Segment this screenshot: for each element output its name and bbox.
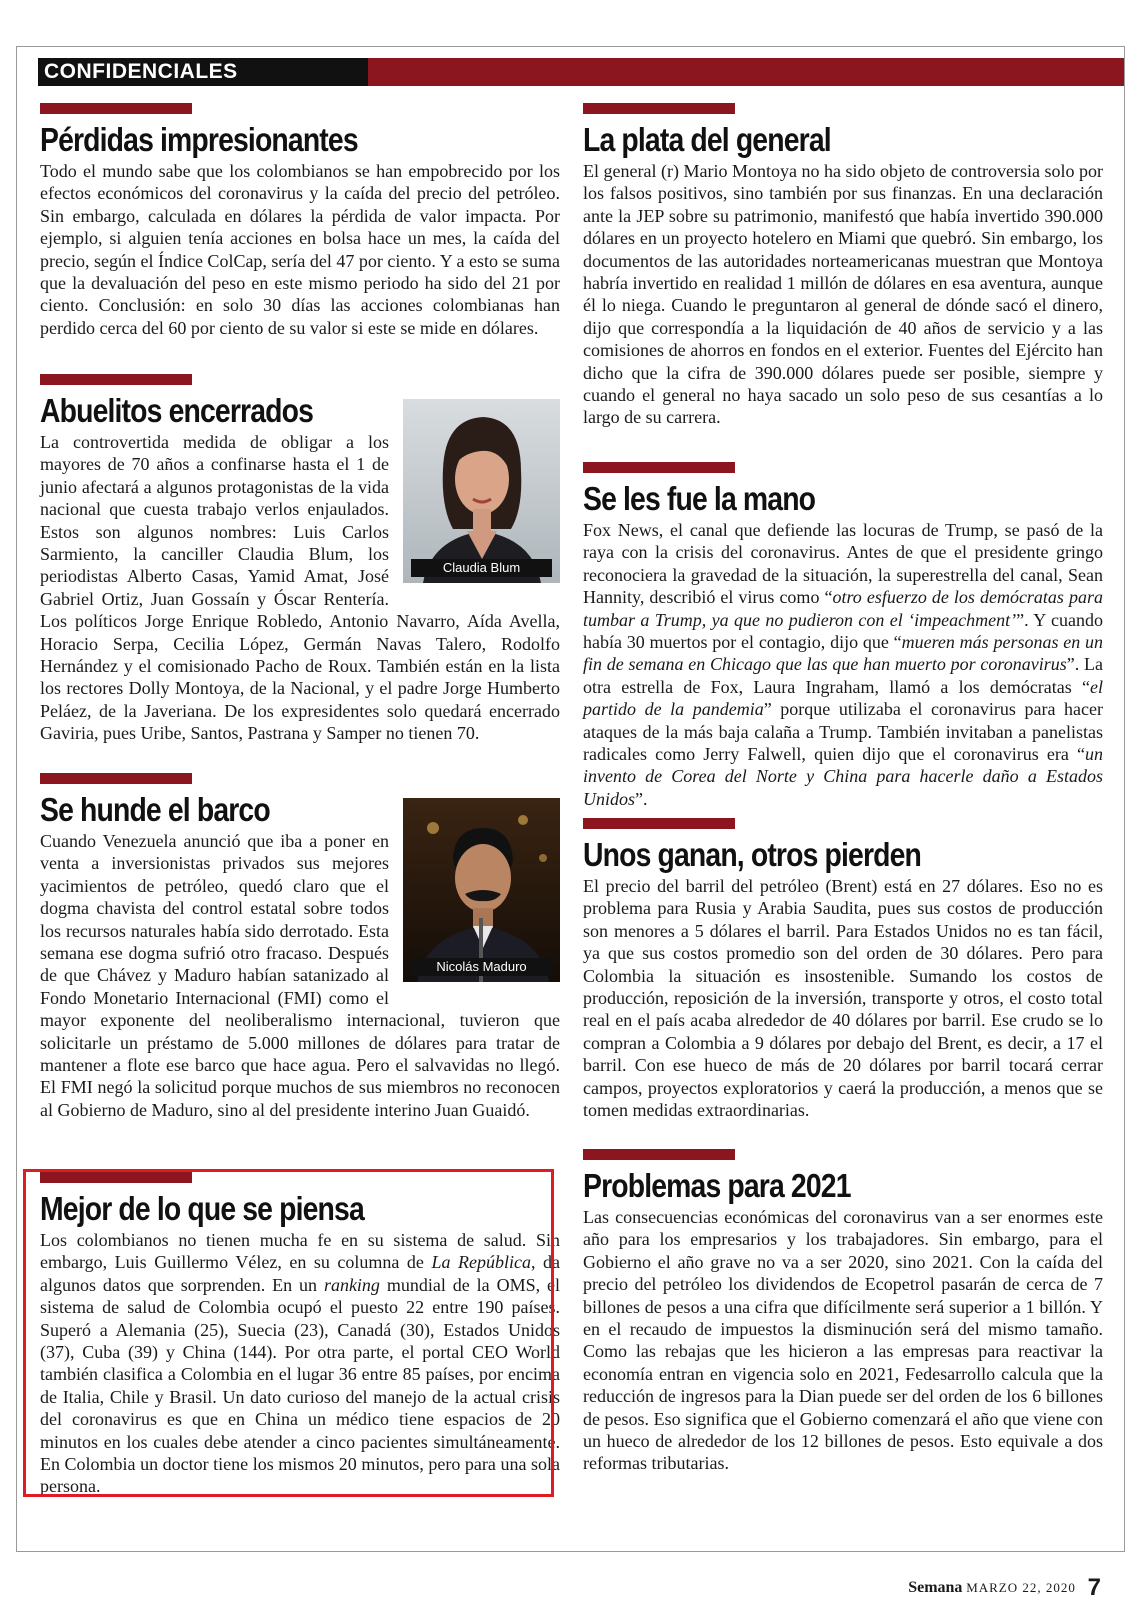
article-title: Se hunde el barco <box>40 791 270 828</box>
article-body <box>583 519 1103 810</box>
article-body: La controvertida medida de obligar a los mayores de 70 años a confinarse hasta el 1 de junio afectará a algunos protagonistas de la vida nacional que cuesta trabajo verlos enjaulados. Estos son algunos nombres: Luis Carlos Sarmiento, la canciller Claudia Blum, los periodistas Alberto Casas, Yamid Amat, José Gabriel Ortiz, Juan Gossaín y Óscar Rentería. Los políticos Jorge Enrique Robledo, Antonio Navarro, Aída Avella, Horacio Serpa, Cecilia López, Germán Navas Talero, Rodolfo Hernández y el comisionado Pacho de Roux. También están en la lista los rectores Dolly Montoya, de la Nacional, y el padre Jorge Humberto Peláez, de la Javeriana. De los expresidentes solo quedará encerrado Gaviria, pues Uribe, Santos, Pastrana y Samper no tienen 70. <box>40 432 560 744</box>
photo-caption: Nicolás Maduro <box>411 958 552 976</box>
article-title: Problemas para 2021 <box>583 1167 851 1204</box>
photo-caption: Claudia Blum <box>411 559 552 577</box>
article-title: Abuelitos encerrados <box>40 392 313 429</box>
article-body: Todo el mundo sabe que los colombianos se han empobrecido por los efectos económicos del coronavirus y la caída del precio del petróleo. Sin embargo, calculada en dólares la pérdida de valor impacta. Por ejemplo, si alguien tenía acciones en bolsa hace un mes, la caída del precio, según el Índice ColCap, sería del 47 por ciento. Y a esto se suma que la devaluación del peso en este mismo periodo ha sido del 21 por ciento. Conclusión: en solo 30 días las acciones colombianas han perdido cerca del 60 por ciento de su valor si este se mide en dólares. <box>40 161 561 338</box>
article-problemas <box>583 1149 1103 1475</box>
body-italic: el partido de la pandemia <box>583 676 1103 720</box>
article-mano <box>583 462 1103 810</box>
body-text: Fox News, el canal que defiende las locuras de Trump, se pasó de la raya con la crisis del coronavirus. Antes de que el presidente gringo reconociera la gravedad de la situación, la superestrella del canal, Sean Hannity, describió el virus como “ <box>583 520 1103 608</box>
article-accent-bar <box>583 818 735 829</box>
article-title: Se les fue la mano <box>583 480 816 517</box>
section-label: CONFIDENCIALES <box>38 58 368 86</box>
article-accent-bar <box>40 103 192 114</box>
section-header-bar <box>38 58 1124 86</box>
highlight-box <box>23 1169 554 1497</box>
body-text: ”. La otra estrella de Fox, Laura Ingraham, llamó a los demócratas “ <box>583 654 1103 697</box>
article-perdidas <box>40 103 560 339</box>
body-text: ”. Y cuando había 30 muertos por el contagio, dijo que “ <box>583 609 1103 653</box>
article-barco <box>40 773 560 1121</box>
body-text: , da algunos datos que sorprenden. En un <box>40 1252 560 1295</box>
article-body: El precio del barril del petróleo (Brent) está en 27 dólares. Eso no es problema para Rusia y Arabia Saudita, pues sus costos de producción son menores a 5 dólares el barril. Para Estados Unidos no es tan fácil, ya que sus costos promedio son del orden de 30 dólares. Pero para Colombia la situación es insostenible. Sumando los costos de producción, reposición de la inversión, transporte y otros, el costo total real en el país acaba alrededor de 40 dólares por barril. Ese crudo se lo compran a Colombia a 9 dólares por debajo del Brent, es decir, a 17 el barril. Con ese hueco de más de 20 dólares por barril tocará cerrar campos, proyectos exploratorios y caerá la producción, a menos que se tomen medidas extraordinarias. <box>583 876 1103 1121</box>
photo-nicolas-maduro <box>403 798 560 982</box>
article-accent-bar <box>40 374 192 385</box>
article-unos <box>583 818 1103 1121</box>
article-accent-bar <box>40 773 192 784</box>
body-text: ” porque utilizaba el coronavirus para hacer ataques de la más baja calaña a Trump. También invitaban a panelistas radicales como Jerry Falwell, quien dijo que el coronavirus era “ <box>583 699 1103 765</box>
portrait-image <box>403 399 560 583</box>
article-title: La plata del general <box>583 121 831 158</box>
body-text: ”. <box>635 788 648 809</box>
magazine-name: Semana <box>908 1579 963 1596</box>
article-body: Las consecuencias económicas del coronavirus van a ser enormes este año para los empresarios y los trabajadores. Sin embargo, para el Gobierno el año grave no va a ser 2020, sino 2021. Con la caída del precio del petróleo los dividendos de Ecopetrol pasarán de cerca de 7 billones de pesos a una cifra que difícilmente será superior a 1 billón. Y en el recaudo de impuestos la disminución será del mismo tamaño. Como las rebajas que les hicieron a las empresas para reactivar la economía entran en vigencia solo en 2021, Fedesarrollo calcula que la reducción de ingresos para la Dian puede ser del orden de los 6 billones de pesos. Eso significa que el Gobierno comenzará el año que viene con un hueco de alrededor de los 12 billones de pesos. Esto equivale a dos reformas tributarias. <box>583 1207 1103 1474</box>
body-text: Los colombianos no tienen mucha fe en su sistema de salud. Sin embargo, Luis Guillermo Vélez, en su columna de <box>40 1230 560 1273</box>
body-italic: La República <box>431 1252 531 1273</box>
body-italic: mueren más personas en un fin de semana en Chicago que las que han muerto por coronavirus <box>583 632 1103 675</box>
body-text: mundial de la OMS, el sistema de salud de Colombia ocupó el puesto 22 entre 190 países. Superó a Alemania (25), Suecia (23), Canadá (30), Estados Unidos (37), Cuba (39) y China (144). Por otra parte, el portal CEO World también clasifica a Colombia en el lugar 36 entre 85 países, por encima de Italia, Chile y Brasil. Un dato curioso del manejo de la actual crisis del coronavirus es que en China un médico tiene espacios de 20 minutos en los cuales debe atender a cinco pacientes simultáneamente. En Colombia un doctor tiene los mismos 20 minutos, pero para una sola persona. <box>40 1274 560 1497</box>
body-italic: otro esfuerzo de los demócratas para tumbar a Trump, ya que no pudieron con el ‘impeachment’ <box>583 587 1103 630</box>
article-title: Pérdidas impresionantes <box>40 121 358 158</box>
article-accent-bar <box>583 103 735 114</box>
portrait-image <box>403 798 560 982</box>
article-title: Mejor de lo que se piensa <box>40 1190 364 1227</box>
issue-date: MARZO 22, 2020 <box>966 1580 1076 1595</box>
article-plata <box>583 103 1103 429</box>
article-abuelitos <box>40 374 560 745</box>
body-italic: un invento de Corea del Norte y China para hacerle daño a Estados Unidos <box>583 744 1103 809</box>
article-title: Unos ganan, otros pierden <box>583 836 922 873</box>
article-accent-bar <box>583 1149 735 1160</box>
body-italic: ranking <box>323 1274 380 1295</box>
article-body: Cuando Venezuela anunció que iba a poner en venta a inversionistas privados sus mejores yacimientos de petróleo, quedó claro que el dogma chavista del control estatal sobre todos los recursos naturales había sido derrotado. Esta semana ese dogma sufrió otro fracaso. Después de que Chávez y Maduro habían satanizado al Fondo Monetario Internacional (FMI) como el mayor exponente del neoliberalismo internacional, tuvieron que solicitarle un préstamo de 5.000 millones de dólares para tratar de mantener a flote ese barco que hace agua. Pero el salvavidas no llegó. El FMI negó la solicitud porque muchos de sus miembros no reconocen al Gobierno de Maduro, sino al del presidente interino Juan Guaidó. <box>40 831 560 1120</box>
page-footer <box>908 1574 1101 1602</box>
article-accent-bar <box>583 462 735 473</box>
page-number: 7 <box>1087 1574 1101 1601</box>
photo-claudia-blum <box>403 399 560 583</box>
article-body: El general (r) Mario Montoya no ha sido objeto de controversia solo por los falsos positivos, sino también por sus finanzas. En una declaración ante la JEP sobre su patrimonio, manifestó que había invertido 390.000 dólares en un proyecto hotelero en Miami que quebró. Sin embargo, los documentos de las autoridades norteamericanas muestran que Montoya habría invertido en realidad 1 millón de dólares en esa aventura, aunque él lo niega. Cuando le preguntaron al general de dónde sacó el dinero, dijo que correspondía a la liquidación de 40 años de servicio y a las comisiones de ahorros en fondos en el exterior. Fuentes del Ejército han dicho que la cifra de 390.000 dólares puede ser posible, siempre y cuando el general no haya sacado un solo peso de sus cesantías a lo largo de su carrera. <box>583 161 1103 428</box>
